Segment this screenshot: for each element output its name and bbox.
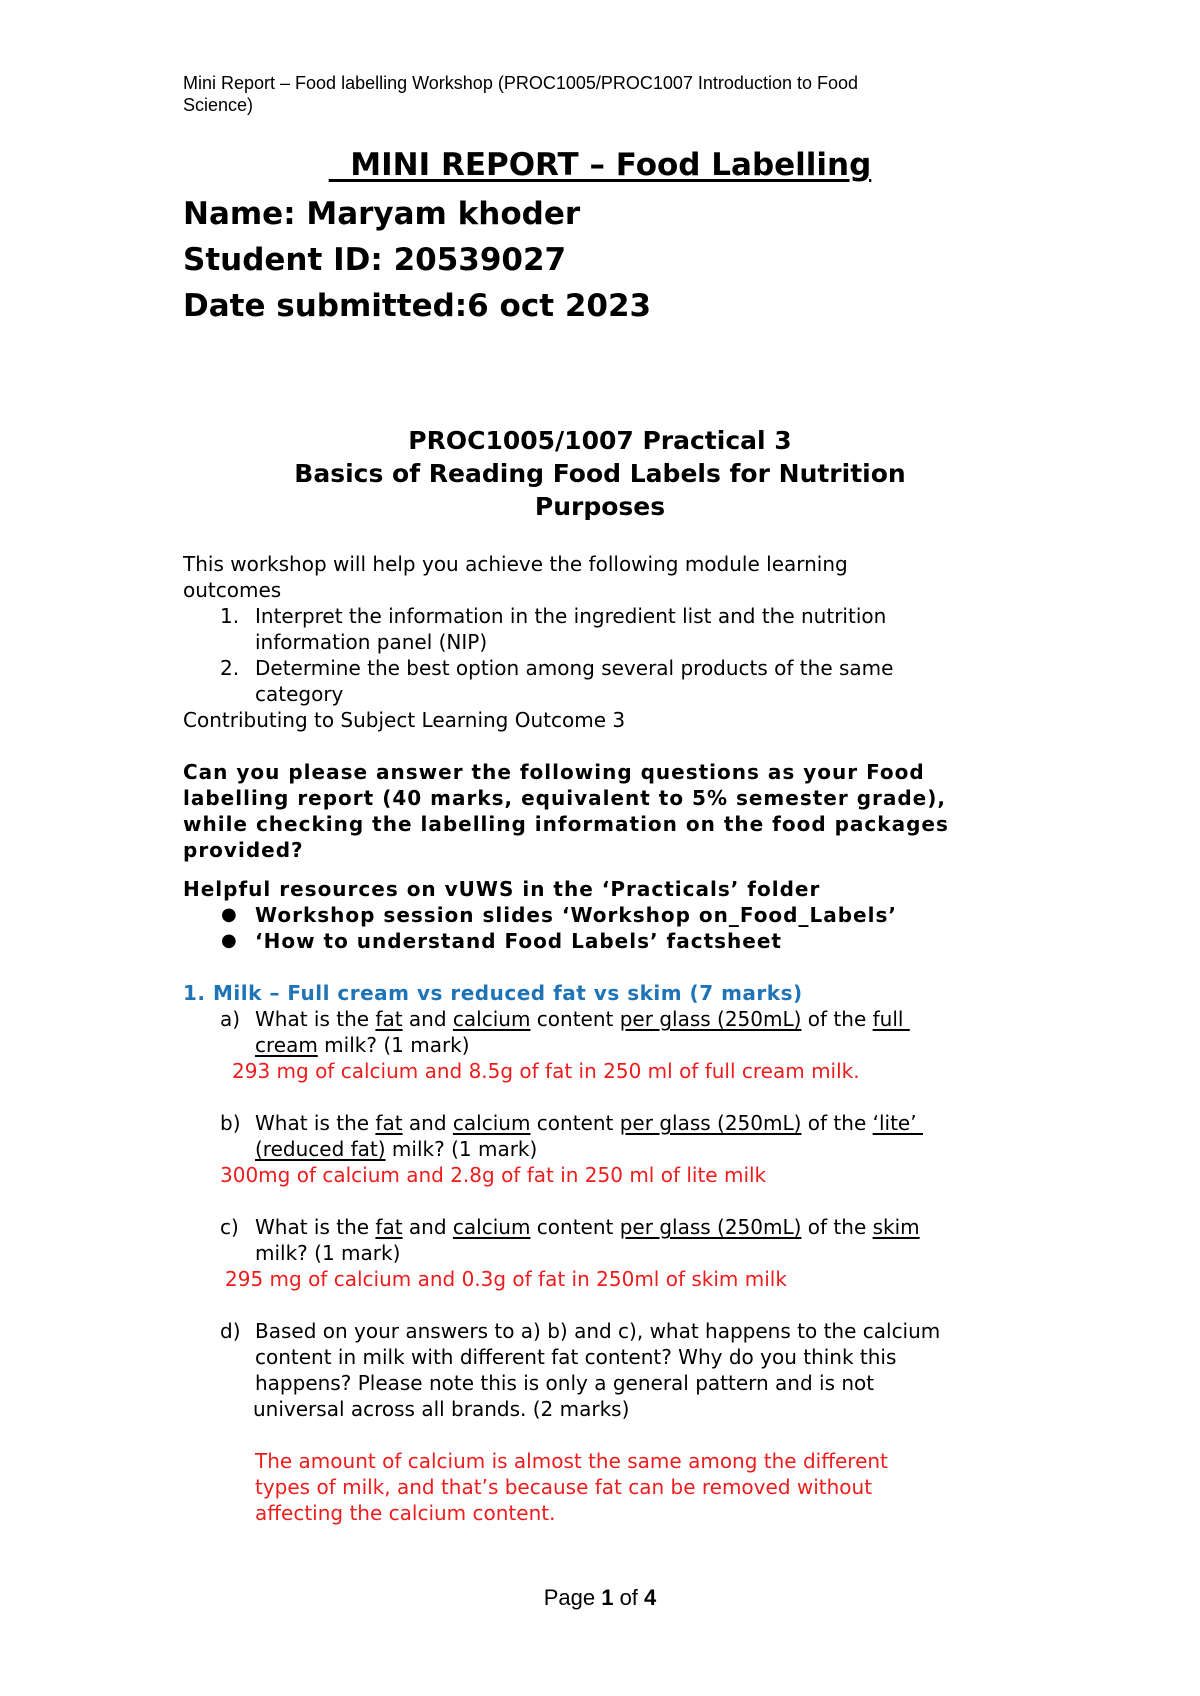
question-d-line-2: content in milk with different fat content? Why do you think this (255, 1345, 897, 1369)
question-a-line-2: cream milk? (1 mark) (255, 1033, 470, 1057)
answer-c: 295 mg of calcium and 0.3g of fat in 250ml of skim milk (225, 1267, 787, 1291)
question-b-line-1: What is the fat and calcium content per glass (250mL) of the ‘lite’ (255, 1111, 923, 1135)
question-d-line-1: Based on your answers to a) b) and c), what happens to the calcium (255, 1319, 941, 1343)
question-c-line-2: milk? (1 mark) (255, 1241, 401, 1265)
section-1-heading: 1. Milk – Full cream vs reduced fat vs skim (7 marks) (183, 981, 803, 1005)
answer-d-line-2: types of milk, and that’s because fat can be removed without (255, 1475, 873, 1499)
answer-b: 300mg of calcium and 2.8g of fat in 250 ml of lite milk (220, 1163, 767, 1187)
header-line-2: Science) (183, 95, 254, 115)
outcome-1-line-1: Interpret the information in the ingredient list and the nutrition (255, 604, 887, 628)
page-footer: Page 1 of 4 (543, 1585, 657, 1610)
header-line-1: Mini Report – Food labelling Workshop (PROC1005/PROC1007 Introduction to Food (183, 73, 859, 93)
bullet-icon: ● (221, 930, 237, 951)
student-name: Name: Maryam khoder (183, 196, 581, 232)
date-submitted: Date submitted:6 oct 2023 (183, 288, 652, 324)
practical-heading (0, 424, 1200, 523)
question-label: c) (220, 1215, 239, 1239)
practical-line-2: Basics of Reading Food Labels for Nutrition (294, 459, 906, 488)
contributing-outcome: Contributing to Subject Learning Outcome 3 (183, 708, 626, 732)
resource-item: ‘How to understand Food Labels’ factsheet (255, 929, 782, 953)
question-d-line-4: universal across all brands. (2 marks) (253, 1397, 630, 1421)
question-a-line-1: What is the fat and calcium content per glass (250mL) of the full (255, 1007, 910, 1031)
report-title: MINI REPORT – Food Labelling (328, 147, 872, 183)
question-label: d) (220, 1319, 241, 1343)
instructions-line-2: labelling report (40 marks, equivalent to 5% semester grade), (183, 786, 946, 810)
bullet-icon: ● (221, 904, 237, 925)
outcome-2-line-2: category (255, 682, 344, 706)
question-b-line-2: (reduced fat) milk? (1 mark) (255, 1137, 538, 1161)
intro-line-2: outcomes (183, 578, 282, 602)
resource-item: Workshop session slides ‘Workshop on_Food_Labels’ (255, 903, 897, 927)
instructions-line-4: provided? (183, 838, 304, 862)
instructions-line-1: Can you please answer the following questions as your Food (183, 760, 925, 784)
outcome-number: 2. (220, 656, 240, 680)
practical-line-1: PROC1005/1007 Practical 3 (408, 426, 792, 455)
student-id: Student ID: 20539027 (183, 242, 567, 278)
page-header (183, 72, 1003, 116)
answer-a: 293 mg of calcium and 8.5g of fat in 250 ml of full cream milk. (232, 1059, 860, 1083)
instructions-line-3: while checking the labelling information on the food packages (183, 812, 949, 836)
question-c-line-1: What is the fat and calcium content per glass (250mL) of the skim (255, 1215, 920, 1239)
practical-line-3: Purposes (534, 492, 666, 521)
intro-line-1: This workshop will help you achieve the following module learning (183, 552, 848, 576)
outcome-number: 1. (220, 604, 240, 628)
question-label: b) (220, 1111, 241, 1135)
answer-d-line-3: affecting the calcium content. (255, 1501, 556, 1525)
total-pages: 4 (644, 1585, 657, 1610)
answer-d-line-1: The amount of calcium is almost the same among the different (255, 1449, 888, 1473)
outcome-2-line-1: Determine the best option among several products of the same (255, 656, 894, 680)
outcome-1-line-2: information panel (NIP) (255, 630, 488, 654)
question-d-line-3: happens? Please note this is only a general pattern and is not (255, 1371, 875, 1395)
resources-heading: Helpful resources on vUWS in the ‘Practicals’ folder (183, 877, 821, 901)
question-label: a) (220, 1007, 241, 1031)
current-page: 1 (601, 1585, 614, 1610)
